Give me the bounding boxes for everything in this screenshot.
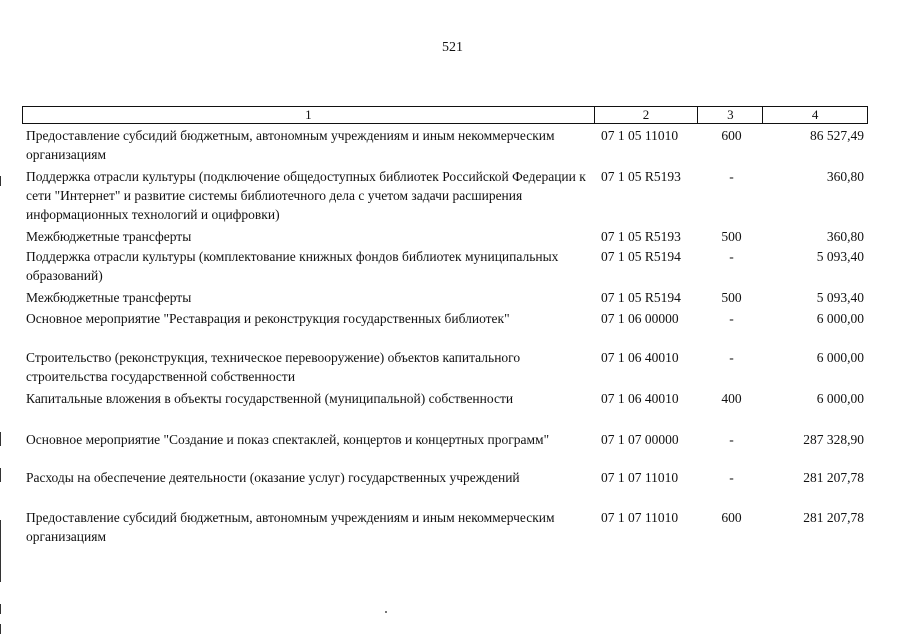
table-header (22, 106, 868, 124)
row-code: 07 1 07 11010 (601, 510, 679, 525)
row-type: 500 (721, 229, 742, 244)
row-type: - (729, 432, 734, 447)
scan-margin-mark (0, 624, 1, 634)
row-code: 07 1 05 R5193 (601, 169, 681, 184)
row-description: Поддержка отрасли культуры (комплектование книжных фондов библиотек муниципальных образований) (26, 249, 559, 283)
page-number: 521 (442, 40, 463, 55)
row-amount: 5 093,40 (816, 290, 864, 305)
row-description: Поддержка отрасли культуры (подключение общедоступных библиотек Российской Федерации к сети "Интернет" и развитие системы библиотечного дела с учетом задачи расширения информационных технологий и оцифровки) (26, 169, 586, 222)
header-col-2: 2 (595, 107, 699, 123)
row-description: Предоставление субсидий бюджетным, автономным учреждениям и иным некоммерческим организациям (26, 510, 555, 544)
header-col-1: 1 (23, 107, 595, 123)
row-code: 07 1 05 R5194 (601, 249, 681, 264)
row-description: Предоставление субсидий бюджетным, автономным учреждениям и иным некоммерческим организациям (26, 128, 555, 162)
row-type: - (729, 350, 734, 365)
row-type: 500 (721, 290, 742, 305)
scan-margin-mark (0, 468, 1, 482)
row-code: 07 1 05 R5193 (601, 229, 681, 244)
row-code: 07 1 06 40010 (601, 350, 679, 365)
row-description: Строительство (реконструкция, техническое перевооружение) объектов капитального строительства государственной собственности (26, 350, 521, 384)
scan-margin-mark (0, 604, 1, 614)
row-type: - (729, 470, 734, 485)
row-description: Основное мероприятие "Реставрация и реконструкция государственных библиотек" (26, 311, 510, 326)
row-amount: 281 207,78 (803, 510, 864, 525)
row-amount: 360,80 (826, 169, 864, 184)
row-type: 600 (721, 510, 742, 525)
header-col-3: 3 (698, 107, 763, 123)
row-description: Межбюджетные трансферты (26, 290, 192, 305)
row-description: Расходы на обеспечение деятельности (оказание услуг) государственных учреждений (26, 470, 520, 485)
row-amount: 281 207,78 (803, 470, 864, 485)
row-code: 07 1 05 R5194 (601, 290, 681, 305)
row-amount: 5 093,40 (816, 249, 864, 264)
row-code: 07 1 06 40010 (601, 391, 679, 406)
scan-margin-mark (0, 432, 1, 446)
row-type: 600 (721, 128, 742, 143)
row-amount: 6 000,00 (816, 391, 864, 406)
row-amount: 6 000,00 (816, 311, 864, 326)
row-code: 07 1 06 00000 (601, 311, 679, 326)
row-code: 07 1 05 11010 (601, 128, 679, 143)
scan-speck (385, 611, 387, 613)
row-code: 07 1 07 00000 (601, 432, 679, 447)
row-description: Капитальные вложения в объекты государственной (муниципальной) собственности (26, 391, 514, 406)
row-type: 400 (721, 391, 742, 406)
row-amount: 287 328,90 (803, 432, 864, 447)
row-description: Межбюджетные трансферты (26, 229, 192, 244)
row-amount: 86 527,49 (810, 128, 864, 143)
row-type: - (729, 311, 734, 326)
row-code: 07 1 07 11010 (601, 470, 679, 485)
header-col-4: 4 (811, 107, 819, 122)
row-description: Основное мероприятие "Создание и показ спектаклей, концертов и концертных программ" (26, 432, 550, 447)
scan-margin-mark (0, 520, 1, 582)
row-amount: 6 000,00 (816, 350, 864, 365)
row-type: - (729, 249, 734, 264)
row-amount: 360,80 (826, 229, 864, 244)
scan-margin-mark (0, 176, 1, 186)
row-type: - (729, 169, 734, 184)
